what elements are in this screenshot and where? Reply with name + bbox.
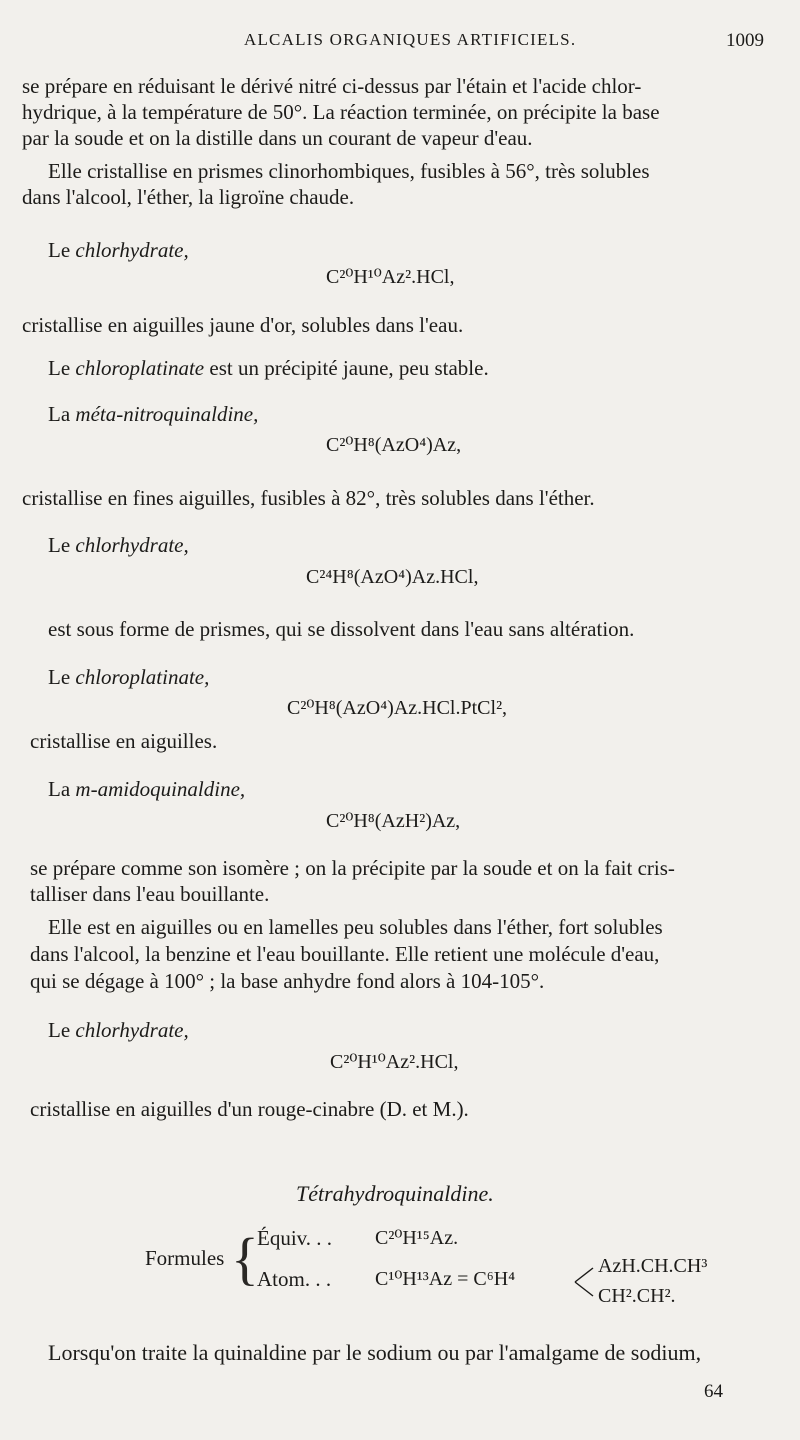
compound-name: chlorhydrate, xyxy=(75,533,189,557)
chemical-formula: C²⁰H⁸(AzO⁴)Az.HCl.PtCl², xyxy=(287,697,508,719)
formulas-label: Formules xyxy=(145,1246,225,1270)
equiv-label: Équiv. . . xyxy=(257,1226,333,1250)
text-line: se prépare comme son isomère ; on la précipite par la soude et on la fait cris- xyxy=(30,856,675,880)
branch-lower-formula: CH².CH². xyxy=(598,1285,676,1307)
compound-name: méta-nitroquinaldine, xyxy=(75,402,259,426)
chemical-formula: C²⁰H⁸(AzH²)Az, xyxy=(326,810,461,832)
text-line: talliser dans l'eau bouillante. xyxy=(30,882,270,906)
text-line: Elle cristallise en prismes clinorhombiques, fusibles à 56°, très solubles xyxy=(48,159,650,183)
curly-brace-icon: { xyxy=(231,1226,259,1291)
subject-line xyxy=(48,1016,189,1044)
atom-label: Atom. . . xyxy=(257,1267,332,1291)
subject-article: Le xyxy=(48,533,76,557)
subject-article: Le xyxy=(48,1018,76,1042)
text-line: est sous forme de prismes, qui se dissolvent dans l'eau sans altération. xyxy=(48,617,635,641)
text-line: cristallise en aiguilles d'un rouge-cinabre (D. et M.). xyxy=(30,1097,469,1121)
subject-article: La xyxy=(48,777,76,801)
branch-upper-formula: AzH.CH.CH³ xyxy=(598,1255,708,1277)
chemical-formula: C²⁰H¹⁰Az².HCl, xyxy=(330,1051,459,1073)
text-line: Elle est en aiguilles ou en lamelles peu solubles dans l'éther, fort solubles xyxy=(48,915,663,939)
subject-line xyxy=(48,354,489,382)
text-line: dans l'alcool, la benzine et l'eau bouillante. Elle retient une molécule d'eau, xyxy=(30,942,660,966)
subject-line xyxy=(48,531,189,559)
page-number: 1009 xyxy=(726,30,764,51)
subject-article: La xyxy=(48,402,76,426)
equiv-formula: C²⁰H¹⁵Az. xyxy=(375,1227,459,1249)
compound-name: chlorhydrate, xyxy=(75,1018,189,1042)
running-header: ALCALIS ORGANIQUES ARTIFICIELS. xyxy=(244,30,577,49)
subject-article: Le xyxy=(48,238,76,262)
text-line: cristallise en aiguilles. xyxy=(30,729,218,753)
subject-article: Le xyxy=(48,665,76,689)
text-line: qui se dégage à 100° ; la base anhydre fond alors à 104-105°. xyxy=(30,969,545,993)
text-line: cristallise en fines aiguilles, fusibles à 82°, très solubles dans l'éther. xyxy=(22,486,595,510)
compound-name: m-amidoquinaldine, xyxy=(75,777,246,801)
text-line: dans l'alcool, l'éther, la ligroïne chaude. xyxy=(22,185,355,209)
subject-line xyxy=(48,663,209,691)
section-title: Tétrahydroquinaldine. xyxy=(296,1181,494,1206)
text-line: se prépare en réduisant le dérivé nitré ci-dessus par l'étain et l'acide chlor- xyxy=(22,74,642,98)
compound-name: chloroplatinate xyxy=(75,356,205,380)
compound-name: chloroplatinate, xyxy=(75,665,210,689)
compound-name: chlorhydrate, xyxy=(75,238,189,262)
chemical-formula: C²⁰H⁸(AzO⁴)Az, xyxy=(326,434,462,456)
text-line: par la soude et on la distille dans un courant de vapeur d'eau. xyxy=(22,126,533,150)
subject-line xyxy=(48,775,245,803)
subject-line xyxy=(48,236,189,264)
bond-branch-icon xyxy=(573,1262,597,1302)
subject-line xyxy=(48,400,258,428)
text-line: cristallise en aiguilles jaune d'or, solubles dans l'eau. xyxy=(22,313,464,337)
chemical-formula: C²⁴H⁸(AzO⁴)Az.HCl, xyxy=(306,566,479,588)
text-line: Lorsqu'on traite la quinaldine par le sodium ou par l'amalgame de sodium, xyxy=(48,1340,702,1365)
atom-formula: C¹⁰H¹³Az = C⁶H⁴ xyxy=(375,1268,516,1290)
subject-text: est un précipité jaune, peu stable. xyxy=(204,356,489,380)
signature-mark: 64 xyxy=(704,1381,723,1402)
text-line: hydrique, à la température de 50°. La réaction terminée, on précipite la base xyxy=(22,100,660,124)
chemical-formula: C²⁰H¹⁰Az².HCl, xyxy=(326,266,455,288)
subject-article: Le xyxy=(48,356,76,380)
